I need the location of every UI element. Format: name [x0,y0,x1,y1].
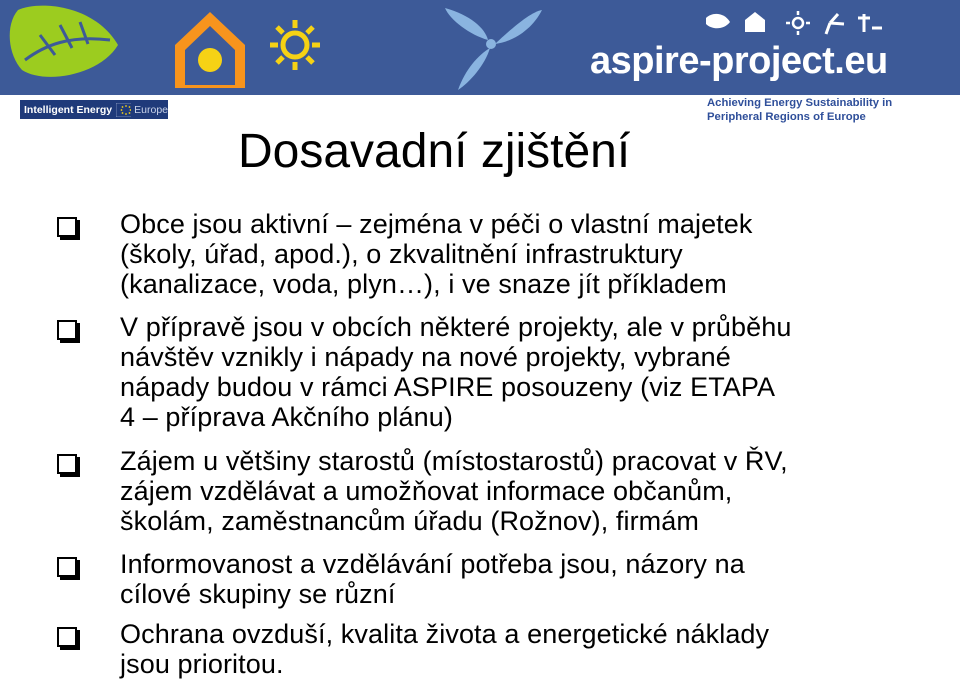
bullet-line: zájem vzdělávat a umožňovat informace občanům, [120,476,733,506]
bullet-line: 4 – příprava Akčního plánu) [120,402,453,432]
slide-title: Dosavadní zjištění [238,125,631,178]
bullet-line: nápady budou v rámci ASPIRE posouzeny (viz ETAPA [120,372,776,402]
checkbox-bullet-icon [57,217,77,237]
bullet-line: (školy, úřad, apod.), o zkvalitnění infrastruktury [120,239,683,269]
bullet-line: Zájem u většiny starostů (místostarostů) pracovat v ŘV, [120,446,788,476]
ie-region: Europe [134,103,168,116]
bullet-line: Ochrana ovzduší, kvalita života a energetické náklady [120,619,770,649]
ie-label: Intelligent Energy [24,103,113,116]
bullet-item [120,312,910,432]
bullet-item [120,209,910,299]
bullet-line: (kanalizace, voda, plyn…), i ve snaze jít příkladem [120,269,727,299]
tagline-line: Peripheral Regions of Europe [707,110,866,123]
bullet-item [120,446,910,536]
bullet-line: školám, zaměstnancům úřadu (Rožnov), firmám [120,506,699,536]
bullet-item [120,549,910,609]
bullet-line: návštěv vznikly i nápady na nové projekty, vybrané [120,342,731,372]
checkbox-bullet-icon [57,454,77,474]
bullet-line: jsou prioritou. [120,649,284,679]
bullet-line: Obce jsou aktivní – zejména v péči o vlastní majetek [120,209,753,239]
checkbox-bullet-icon [57,627,77,647]
site-name: aspire-project.eu [590,40,888,82]
checkbox-bullet-icon [57,320,77,340]
bullet-line: cílové skupiny se různí [120,579,396,609]
tagline-line: Achieving Energy Sustainability in [707,97,893,109]
bullet-line: Informovanost a vzdělávání potřeba jsou, názory na [120,549,745,579]
bullet-line: V přípravě jsou v obcích některé projekty, ale v průběhu [120,312,792,342]
bullet-item [120,619,910,679]
checkbox-bullet-icon [57,557,77,577]
